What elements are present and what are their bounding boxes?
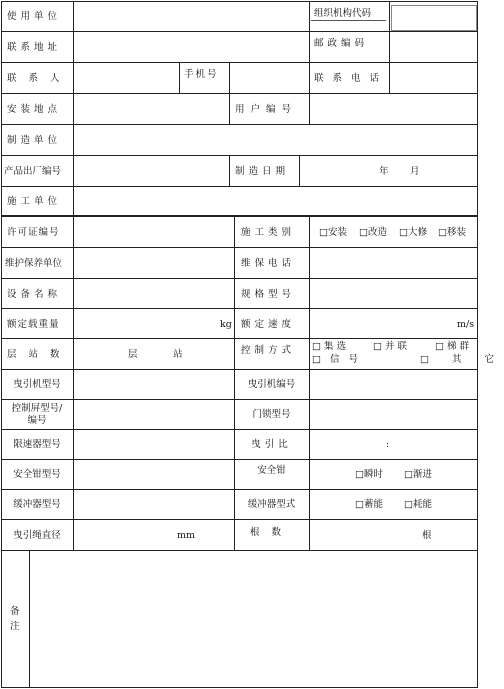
label-rated-speed: 额定速度 <box>241 319 296 330</box>
control-option-collective[interactable]: □ 集 选 <box>312 341 347 352</box>
year-label: 年 <box>379 166 389 177</box>
border-right <box>477 1 478 688</box>
col-divider <box>229 93 230 125</box>
load-unit: kg <box>220 319 232 330</box>
col-divider <box>229 155 230 187</box>
control-option-group[interactable]: □ 梯 群 <box>435 341 470 352</box>
label-traction-model: 曳引机型号 <box>13 379 61 390</box>
option-relocate[interactable]: □移装 <box>438 227 466 238</box>
label-contact-address: 联系地址 <box>7 42 62 53</box>
label-manufacturer: 制造单位 <box>7 135 62 146</box>
option-energy-dissipation[interactable]: □耗能 <box>404 499 432 510</box>
label-traction-number: 曳引机编号 <box>247 379 296 390</box>
label-contact-person: 联系人 <box>7 73 72 84</box>
control-option-signal[interactable]: □ 信 号 <box>312 354 362 365</box>
label-safety-gear: 安全钳 <box>257 465 286 476</box>
label-user-number: 用户编号 <box>235 104 298 115</box>
col-divider <box>309 216 310 550</box>
option-energy-storage[interactable]: □蓄能 <box>355 499 383 510</box>
label-construction-type: 施工类别 <box>241 227 296 238</box>
label-factory-number: 产品出厂编号 <box>4 166 62 177</box>
col-divider <box>309 93 310 125</box>
label-install-location: 安装地点 <box>7 104 62 115</box>
label-mobile: 手机号 <box>184 69 219 80</box>
label-buffer-type: 缓冲器型式 <box>247 499 296 510</box>
col-divider <box>73 1 74 216</box>
option-install[interactable]: □安装 <box>319 227 347 238</box>
label-user-unit: 使用单位 <box>7 11 62 22</box>
label-maintenance-unit: 维护保养单位 <box>5 258 63 269</box>
speed-unit: m/s <box>457 319 475 330</box>
control-option-duplex[interactable]: □ 并 联 <box>373 341 408 352</box>
underline <box>311 20 386 21</box>
col-divider <box>389 1 390 94</box>
row-divider <box>1 550 478 551</box>
option-overhaul[interactable]: □大修 <box>399 227 427 238</box>
rope-count-unit: 根 <box>422 530 432 541</box>
label-manufacture-date: 制造日期 <box>235 166 290 177</box>
border-left <box>1 1 2 688</box>
label-control-mode: 控制方式 <box>241 345 296 356</box>
label-controller-number: 编号 <box>27 415 47 426</box>
option-progressive[interactable]: □渐进 <box>404 469 432 480</box>
label-door-lock-model: 门锁型号 <box>252 409 291 420</box>
floor-label: 层 <box>128 349 138 360</box>
label-buffer-model: 缓冲器型号 <box>13 499 61 510</box>
col-divider <box>229 62 230 94</box>
label-maintenance-phone: 维保电话 <box>241 258 296 269</box>
label-remarks-2: 注 <box>10 621 20 632</box>
option-instant[interactable]: □瞬时 <box>355 469 383 480</box>
col-divider <box>179 62 180 94</box>
label-license-number: 许可证编号 <box>7 227 60 238</box>
label-traction-ratio: 曳引比 <box>251 439 292 450</box>
label-contact-phone: 联系电话 <box>314 73 389 84</box>
label-rated-load: 额定载重量 <box>7 319 60 330</box>
col-divider <box>73 216 74 550</box>
label-rope-count: 根数 <box>249 527 293 538</box>
label-spec-model: 规格型号 <box>241 289 296 300</box>
label-governor-model: 限速器型号 <box>13 439 61 450</box>
label-controller-model: 控制屏型号/ <box>11 403 63 414</box>
border-bottom <box>1 687 478 688</box>
label-org-code: 组织机构代码 <box>314 8 372 19</box>
month-label: 月 <box>410 166 420 177</box>
label-remarks-1: 备 <box>10 606 20 617</box>
remarks-field[interactable] <box>31 552 475 685</box>
label-safety-gear-model: 安全钳型号 <box>13 469 61 480</box>
control-option-other[interactable]: □ 其 它 <box>420 354 504 365</box>
col-divider <box>309 1 310 94</box>
col-divider <box>29 550 30 687</box>
label-construction-unit: 施工单位 <box>7 196 62 207</box>
col-divider <box>299 155 300 187</box>
label-equipment-name: 设备名称 <box>7 289 62 300</box>
label-floors-stations: 层站数 <box>7 349 72 360</box>
ratio-separator: : <box>386 439 390 450</box>
station-label: 站 <box>173 349 183 360</box>
elevator-registration-form <box>1 1 504 688</box>
label-postal-code: 邮政编码 <box>314 38 369 49</box>
label-rope-diameter: 曳引绳直径 <box>13 530 61 541</box>
rope-unit: mm <box>177 530 196 541</box>
org-code-field[interactable] <box>391 5 477 31</box>
option-modify[interactable]: □改造 <box>359 227 387 238</box>
